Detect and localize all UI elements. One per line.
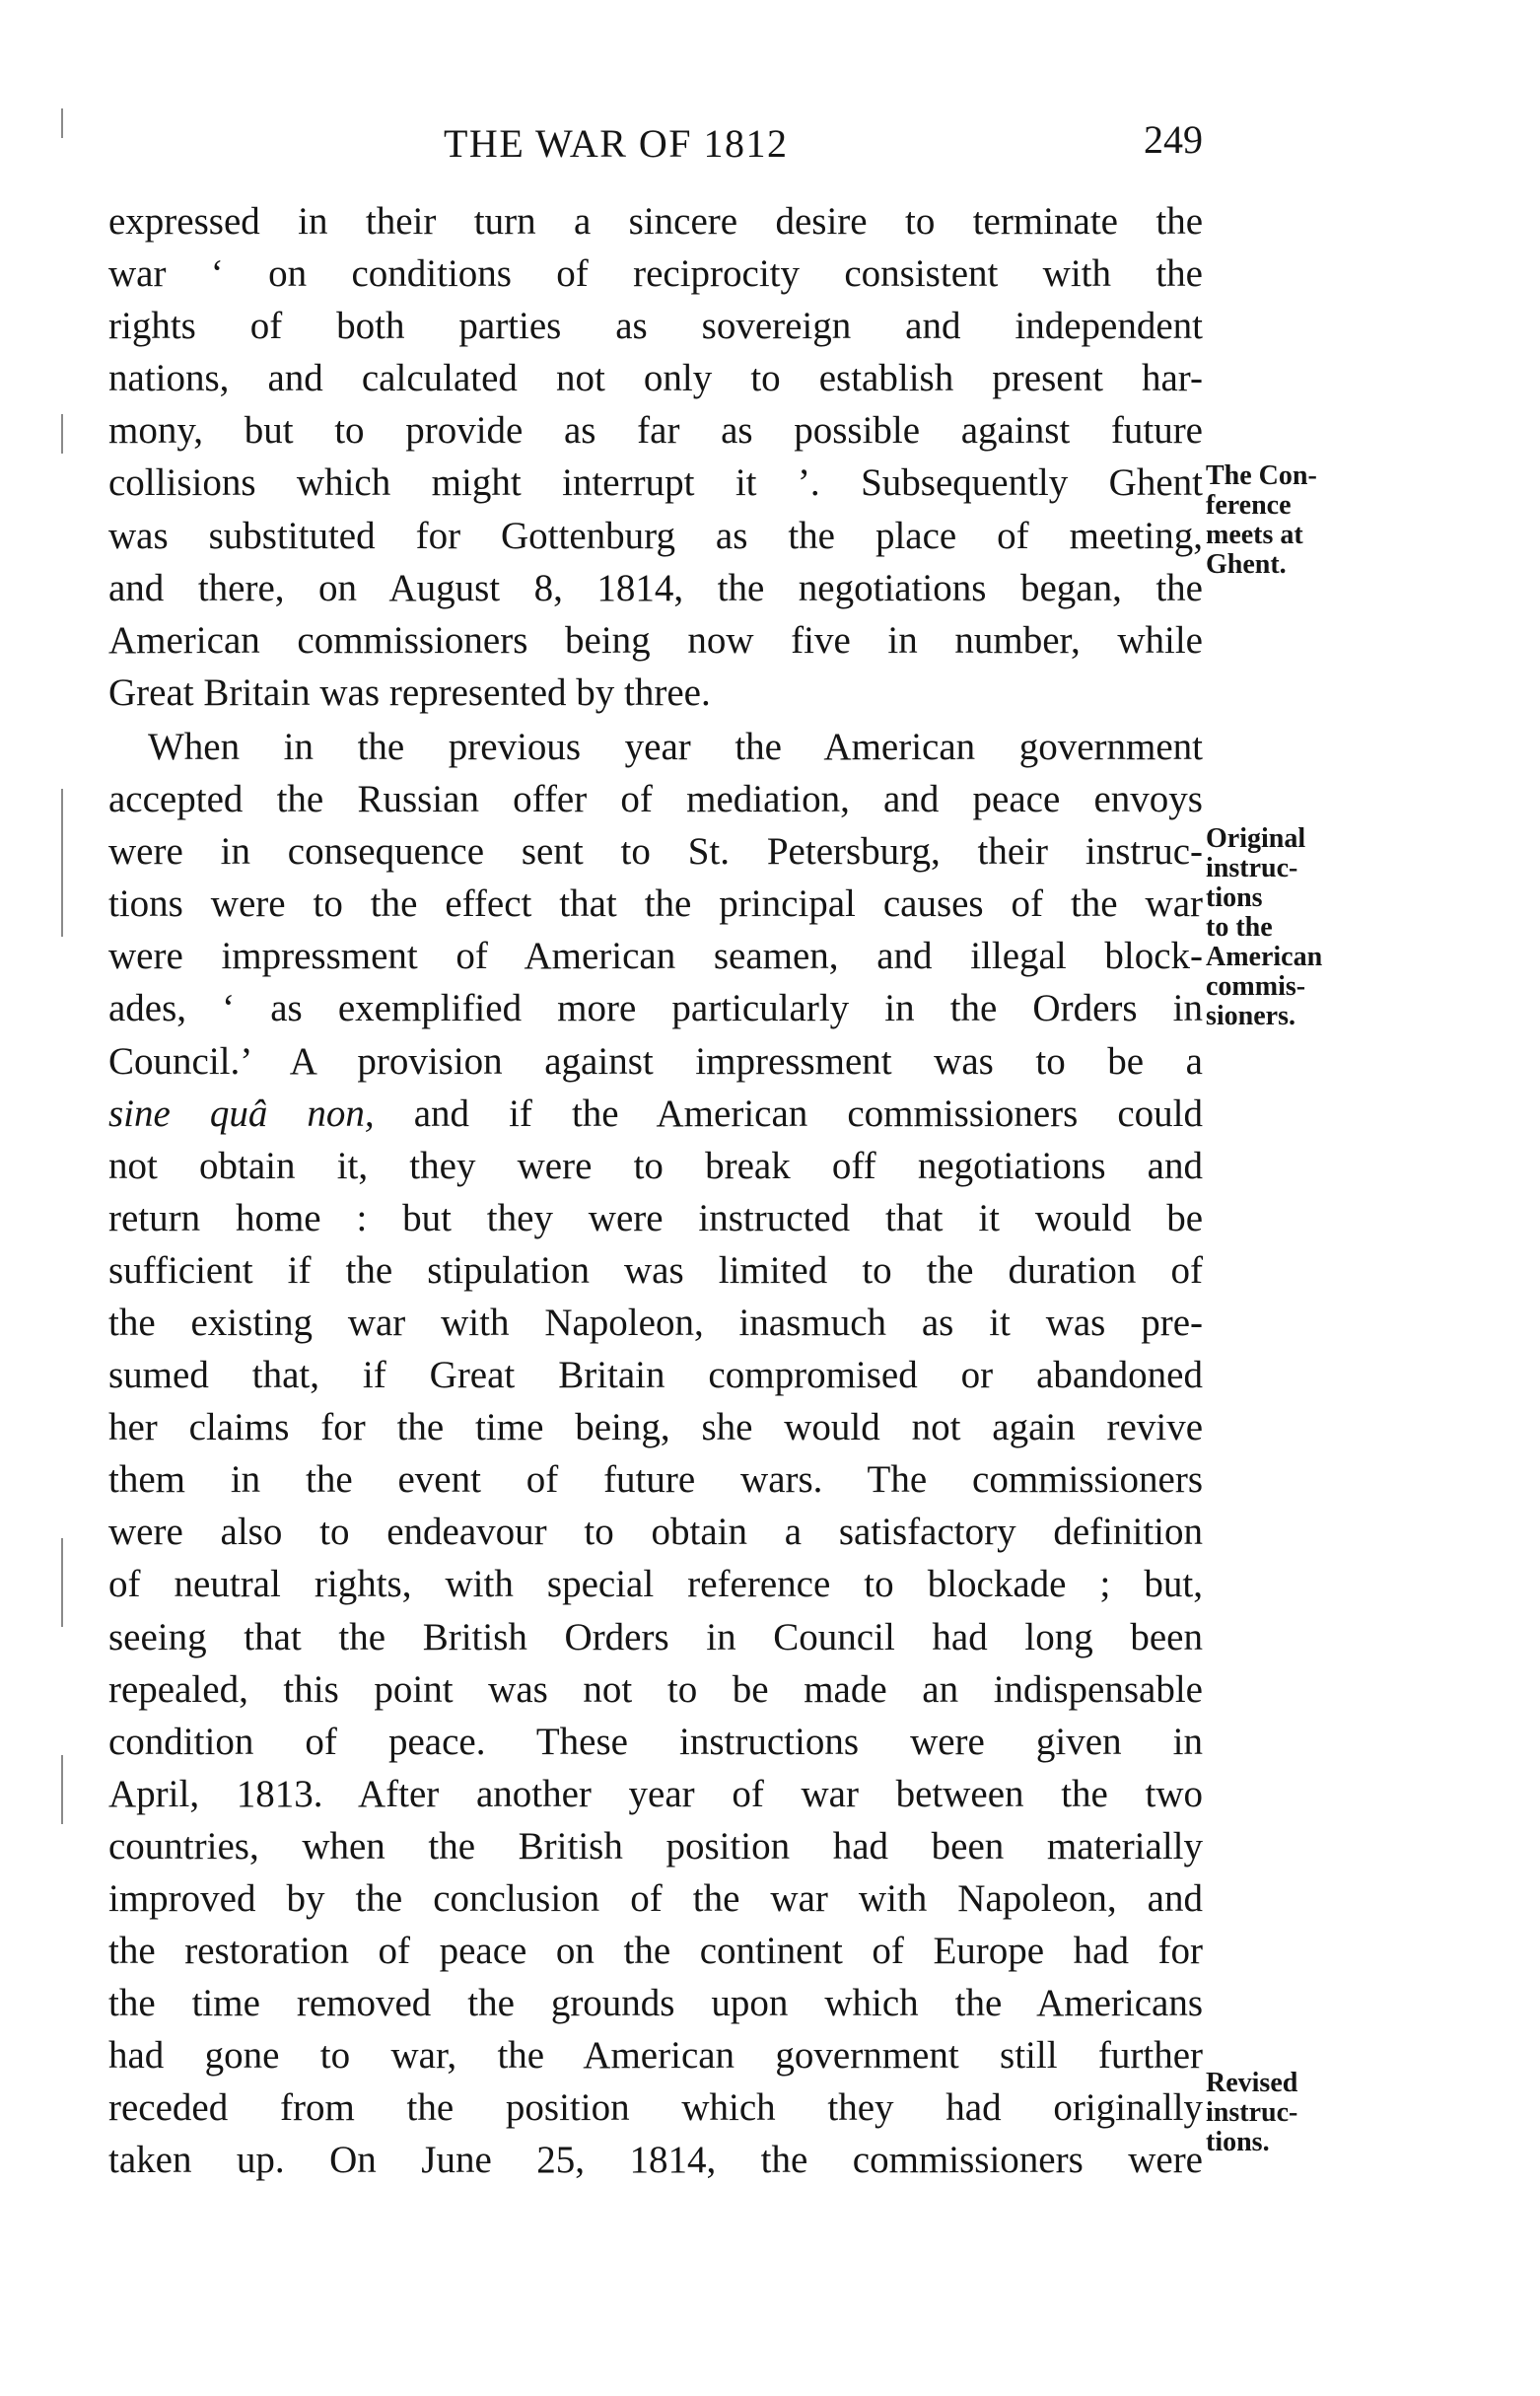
margin-note-line: ference xyxy=(1206,490,1292,521)
paragraph-1 xyxy=(108,195,1203,719)
text-line: sumed that, if Great Britain compromised or abandoned xyxy=(108,1354,1203,1397)
text-line: sufficient if the stipulation was limited to the duration of xyxy=(108,1248,1203,1292)
text-line: improved by the conclusion of the war with Napoleon, and xyxy=(108,1877,1203,1920)
text-line: tions were to the effect that the principal causes of the war xyxy=(108,882,1203,926)
margin-note-line: tions. xyxy=(1206,2127,1270,2157)
margin-note-conference xyxy=(1206,461,1354,580)
text-line: accepted the Russian offer of mediation, and peace envoys xyxy=(108,778,1203,821)
margin-note-line: meets at xyxy=(1206,520,1303,550)
text-line: receded from the position which they had originally xyxy=(108,2086,1203,2130)
paragraph-2 xyxy=(108,721,1203,2187)
text-line: war ‘ on conditions of reciprocity consistent with the xyxy=(108,252,1203,296)
text-line: the time removed the grounds upon which the Americans xyxy=(108,1982,1203,2025)
text-line: American commissioners being now five in number, while xyxy=(108,618,1203,662)
margin-note-line: tions xyxy=(1206,882,1263,913)
margin-note-line: The Con- xyxy=(1206,460,1317,491)
scan-artifact xyxy=(61,1755,63,1824)
text-line: countries, when the British position had been materially xyxy=(108,1824,1203,1867)
text-line: was substituted for Gottenburg as the place of meeting, xyxy=(108,514,1203,557)
running-title: THE WAR OF 1812 xyxy=(444,121,789,166)
text-line: collisions which might interrupt it ’. Subsequently Ghent xyxy=(108,461,1203,505)
text-line: not obtain it, they were to break off negotiations and xyxy=(108,1144,1203,1187)
margin-note-line: Original xyxy=(1206,823,1306,854)
text-line: Great Britain was represented by three. xyxy=(108,670,711,714)
text-line: return home : but they were instructed that it would be xyxy=(108,1196,1203,1239)
margin-note-line: sioners. xyxy=(1206,1001,1295,1031)
text-line: April, 1813. After another year of war between the two xyxy=(108,1772,1203,1815)
text-line: mony, but to provide as far as possible against future xyxy=(108,409,1203,453)
text-line: expressed in their turn a sincere desire to terminate the xyxy=(108,200,1203,243)
text-line: nations, and calculated not only to establish present har- xyxy=(108,357,1203,400)
text-line: her claims for the time being, she would not again revive xyxy=(108,1406,1203,1449)
scan-artifact xyxy=(61,789,63,937)
margin-note-original-instructions xyxy=(1206,824,1354,1031)
text-line: and there, on August 8, 1814, the negotiations began, the xyxy=(108,566,1203,609)
text-line: were impressment of American seamen, and illegal block- xyxy=(108,935,1203,978)
text-line: rights of both parties as sovereign and independent xyxy=(108,305,1203,348)
margin-note-line: instruc- xyxy=(1206,2097,1298,2128)
text-line: were in consequence sent to St. Petersburg, their instruc- xyxy=(108,830,1203,874)
page-number: 249 xyxy=(1144,117,1203,162)
margin-note-line: Revised xyxy=(1206,2068,1298,2098)
text-line: of neutral rights, with special reference to blockade ; but, xyxy=(108,1563,1203,1606)
latin-phrase: sine quâ non, xyxy=(108,1092,375,1135)
text-line: them in the event of future wars. The commissioners xyxy=(108,1458,1203,1502)
margin-note-line: to the xyxy=(1206,912,1273,943)
text-line: taken up. On June 25, 1814, the commissioners were xyxy=(108,2139,1203,2182)
text-line: seeing that the British Orders in Council had long been xyxy=(108,1615,1203,1658)
margin-note-line: commis- xyxy=(1206,971,1306,1002)
margin-note-revised-instructions xyxy=(1206,2069,1354,2157)
margin-note-line: instruc- xyxy=(1206,853,1298,883)
text-line: condition of peace. These instructions were given in xyxy=(108,1720,1203,1763)
text-line: Council.’ A provision against impressment was to be a xyxy=(108,1039,1203,1083)
text-line: were also to endeavour to obtain a satisfactory definition xyxy=(108,1511,1203,1554)
text-line: had gone to war, the American government still further xyxy=(108,2034,1203,2078)
margin-note-line: American xyxy=(1206,942,1323,972)
scan-artifact xyxy=(61,108,63,138)
scan-artifact xyxy=(61,1538,63,1627)
text-line: the existing war with Napoleon, inasmuch as it was pre- xyxy=(108,1301,1203,1344)
text-line: When in the previous year the American government xyxy=(148,725,1203,768)
running-header xyxy=(108,117,1203,179)
scan-artifact xyxy=(61,414,63,454)
text-line: the restoration of peace on the continent of Europe had for xyxy=(108,1930,1203,1973)
body-text xyxy=(108,195,1203,2187)
margin-note-line: Ghent. xyxy=(1206,549,1287,580)
text-line: ades, ‘ as exemplified more particularly in the Orders in xyxy=(108,987,1203,1030)
text-line: sine quâ non, and if the American commissioners could xyxy=(108,1092,1203,1135)
text-line: repealed, this point was not to be made an indispensable xyxy=(108,1667,1203,1711)
